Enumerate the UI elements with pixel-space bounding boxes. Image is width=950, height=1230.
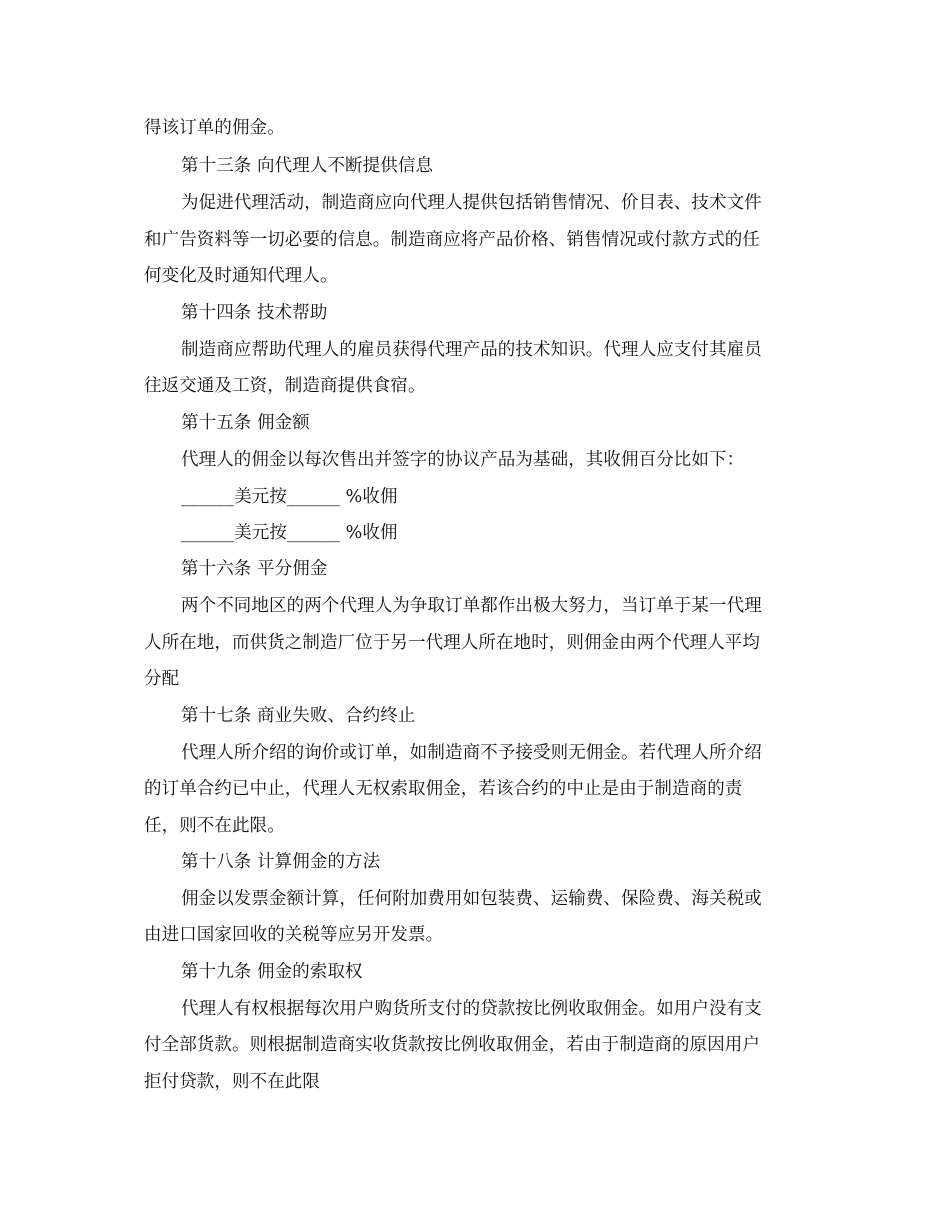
- text-line: 分配: [144, 669, 180, 689]
- text-line: 代理人的佣金以每次售出并签字的协议产品为基础，其收佣百分比如下：: [181, 450, 745, 470]
- section-heading-14: 第十四条 技术帮助: [181, 303, 328, 323]
- section-heading-18: 第十八条 计算佣金的方法: [181, 852, 381, 872]
- text-line: 代理人所介绍的询价或订单，如制造商不予接受则无佣金。若代理人所介绍: [181, 743, 762, 763]
- text-line: 拒付贷款，则不在此限: [144, 1072, 320, 1092]
- section-heading-13: 第十三条 向代理人不断提供信息: [181, 156, 434, 176]
- text-line: 两个不同地区的两个代理人为争取订单都作出极大努力，当订单于某一代理: [181, 596, 762, 616]
- commission-rate-line: ______美元按______ %收佣: [181, 523, 398, 543]
- text-line: 往返交通及工资，制造商提供食宿。: [144, 376, 426, 396]
- commission-rate-line: ______美元按______ %收佣: [181, 487, 398, 507]
- text-line: 和广告资料等一切必要的信息。制造商应将产品价格、销售情况或付款方式的任: [144, 230, 760, 250]
- text-line: 何变化及时通知代理人。: [144, 266, 338, 286]
- text-line: 的订单合约已中止，代理人无权索取佣金，若该合约的中止是由于制造商的责: [144, 779, 743, 799]
- text-line: 佣金以发票金额计算，任何附加费用如包装费、运输费、保险费、海关税或: [181, 889, 762, 909]
- text-line: 得该订单的佣金。: [144, 118, 285, 138]
- section-heading-19: 第十九条 佣金的索取权: [181, 962, 363, 982]
- text-line: 人所在地，而供货之制造厂位于另一代理人所在地时，则佣金由两个代理人平均: [144, 633, 760, 653]
- text-line: 任，则不在此限。: [144, 816, 285, 836]
- text-line: 制造商应帮助代理人的雇员获得代理产品的技术知识。代理人应支付其雇员: [181, 340, 762, 360]
- text-line: 付全部货款。则根据制造商实收货款按比例收取佣金，若由于制造商的原因用户: [144, 1035, 760, 1055]
- text-line: 代理人有权根据每次用户购货所支付的贷款按比例收取佣金。如用户没有支: [181, 999, 762, 1019]
- section-heading-17: 第十七条 商业失败、合约终止: [181, 706, 416, 726]
- section-heading-16: 第十六条 平分佣金: [181, 559, 328, 579]
- text-line: 由进口国家回收的关税等应另开发票。: [144, 925, 444, 945]
- section-heading-15: 第十五条 佣金额: [181, 413, 310, 433]
- text-line: 为促进代理活动，制造商应向代理人提供包括销售情况、价目表、技术文件: [181, 193, 762, 213]
